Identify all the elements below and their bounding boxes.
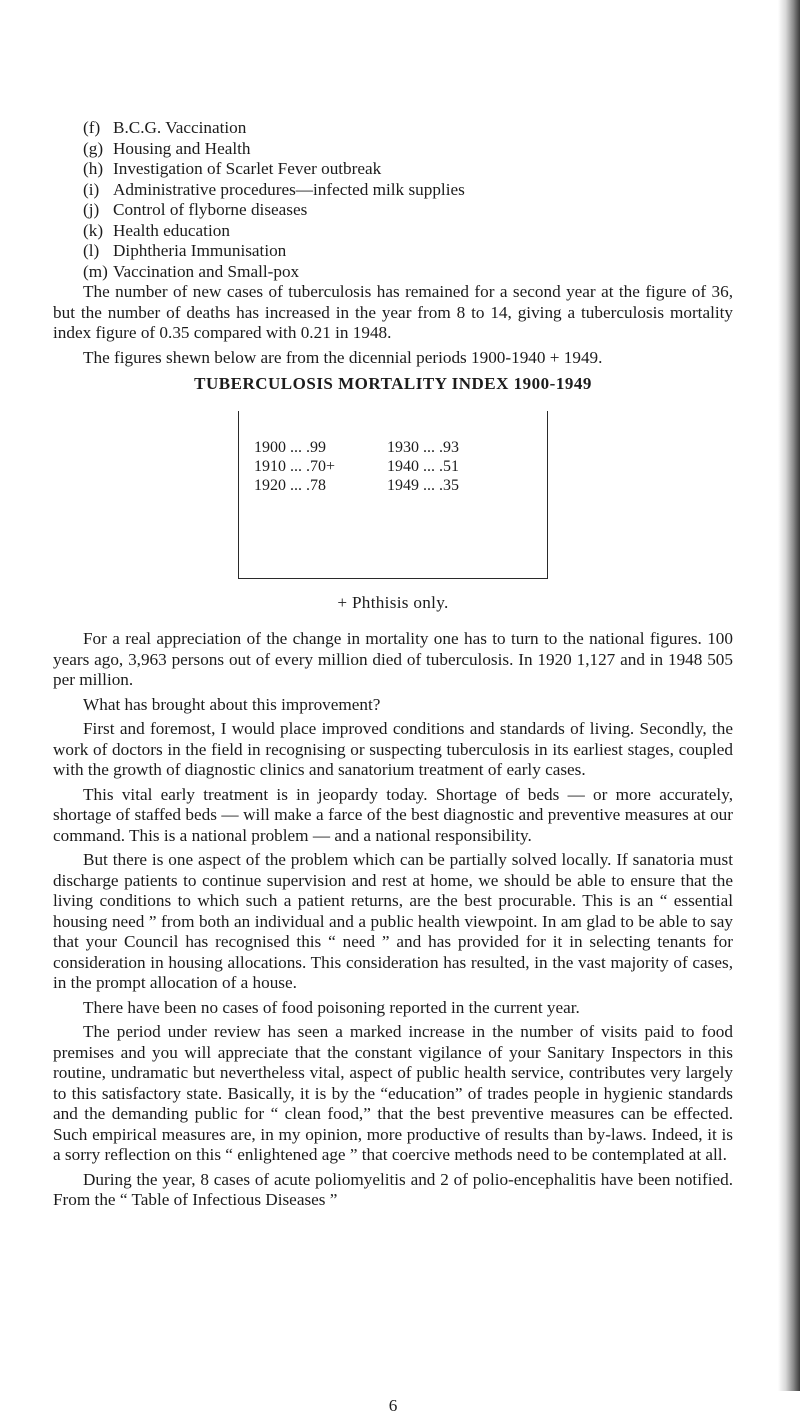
paragraph-question: What has brought about this improvement? [83, 694, 381, 714]
list-marker: (f) [83, 118, 101, 137]
paragraph-tb-cases: The number of new cases of tuberculosis has remained for a second year at the figure of 36, but the number of deaths has increased in the year from 8 to 14, giving a tuberculosis mortality index figure of 0.35 compared with 0.21 in 1948. [53, 282, 733, 342]
list-item [83, 262, 733, 283]
table-heading: TUBERCULOSIS MORTALITY INDEX 1900-1949 [194, 374, 592, 393]
list-text: B.C.G. Vaccination [113, 118, 247, 137]
list-item [83, 118, 733, 139]
list-text: Control of flyborne diseases [113, 200, 308, 219]
table-row [254, 438, 459, 457]
table-row [254, 476, 459, 495]
list-text: Housing and Health [113, 138, 251, 158]
table-cell-right: 1940 ... .51 [387, 457, 459, 475]
list-marker: (l) [83, 241, 100, 260]
paragraph-dicennial: The figures shewn below are from the dicennial periods 1900-1940 + 1949. [83, 347, 603, 367]
list-text: Administrative procedures—infected milk supplies [113, 179, 465, 199]
table-cell-left: 1900 ... .99 [254, 438, 326, 456]
list-item [83, 139, 733, 160]
list-text: Investigation of Scarlet Fever outbreak [113, 159, 382, 178]
list-text: Health education [113, 220, 230, 240]
table-row [254, 457, 459, 476]
page-edge-shadow [778, 0, 800, 1391]
table-footnote: + Phthisis only. [337, 592, 449, 612]
mortality-index-table [238, 411, 548, 579]
paragraph-living-standards: First and foremost, I would place improved conditions and standards of living. Secondly, the work of doctors in the field in recognising or suspecting tuberculosis in its earliest stages, coupled with the growth of diagnostic clinics and sanatorium treatment of early cases. [53, 719, 733, 779]
list-marker: (h) [83, 159, 104, 178]
paragraph-food-premises: The period under review has seen a marked increase in the number of visits paid to food premises and you will appreciate that the constant vigilance of your Sanitary Inspectors in this routine, undramatic but nevertheless vital, aspect of public health service, contributes very largely to this satisfactory state. Basically, it is by the “education” of trades people in hygienic standards and the demanding public for “ clean food,” that the best preventive measures can be effected. Such empirical measures are, in my opinion, more productive of results than by-laws. Indeed, it is a sorry reflection on this “ enlightened age ” that coercive methods need to be contemplated at all. [53, 1022, 733, 1164]
paragraph-national-figures: For a real appreciation of the change in mortality one has to turn to the national figures. 100 years ago, 3,963 persons out of every million died of tuberculosis. In 1920 1,127 and in 1948 505 per million. [53, 629, 733, 689]
paragraph-early-treatment: This vital early treatment is in jeopardy today. Shortage of beds — or more accurately, shortage of staffed beds — will make a farce of the best diagnostic and preventive measures at our command. This is a national problem — and a national responsibility. [53, 784, 733, 845]
list-item [83, 200, 733, 221]
list-text: Vaccination and Small-pox [113, 261, 300, 281]
paragraph-housing-need: But there is one aspect of the problem which can be partially solved locally. If sanatoria must discharge patients to continue supervision and rest at home, we should be able to ensure that the living conditions to which such a patient returns, are the best procurable. This is an “ essential housing need ” from both an individual and a public health viewpoint. In am glad to be able to say that your Council has recognised this “ need ” and has provided for it in selecting tenants for consideration in housing allocations. This consideration has resulted, in the vast majority of cases, in the prompt allocation of a house. [53, 850, 733, 992]
table-cell-right: 1949 ... .35 [387, 476, 459, 494]
table-cell-right: 1930 ... .93 [387, 438, 459, 456]
topic-list [53, 118, 733, 282]
list-marker: (j) [83, 200, 100, 219]
list-item [83, 241, 733, 262]
list-item [83, 180, 733, 201]
list-marker: (m) [83, 261, 108, 281]
list-item [83, 221, 733, 242]
page-number: 6 [388, 1396, 398, 1415]
list-marker: (k) [83, 220, 104, 240]
paragraph-food-poisoning: There have been no cases of food poisoning reported in the current year. [83, 997, 580, 1017]
table-cell-left: 1910 ... .70+ [254, 457, 336, 475]
list-marker: (g) [83, 138, 104, 158]
paragraph-poliomyelitis: During the year, 8 cases of acute poliomyelitis and 2 of polio-encephalitis have been notified. From the “ Table of Infectious Diseases ” [53, 1169, 733, 1209]
list-marker: (i) [83, 179, 100, 199]
table-cell-left: 1920 ... .78 [254, 476, 326, 494]
list-item [83, 159, 733, 180]
list-text: Diphtheria Immunisation [113, 241, 287, 260]
document-page [53, 118, 733, 1415]
